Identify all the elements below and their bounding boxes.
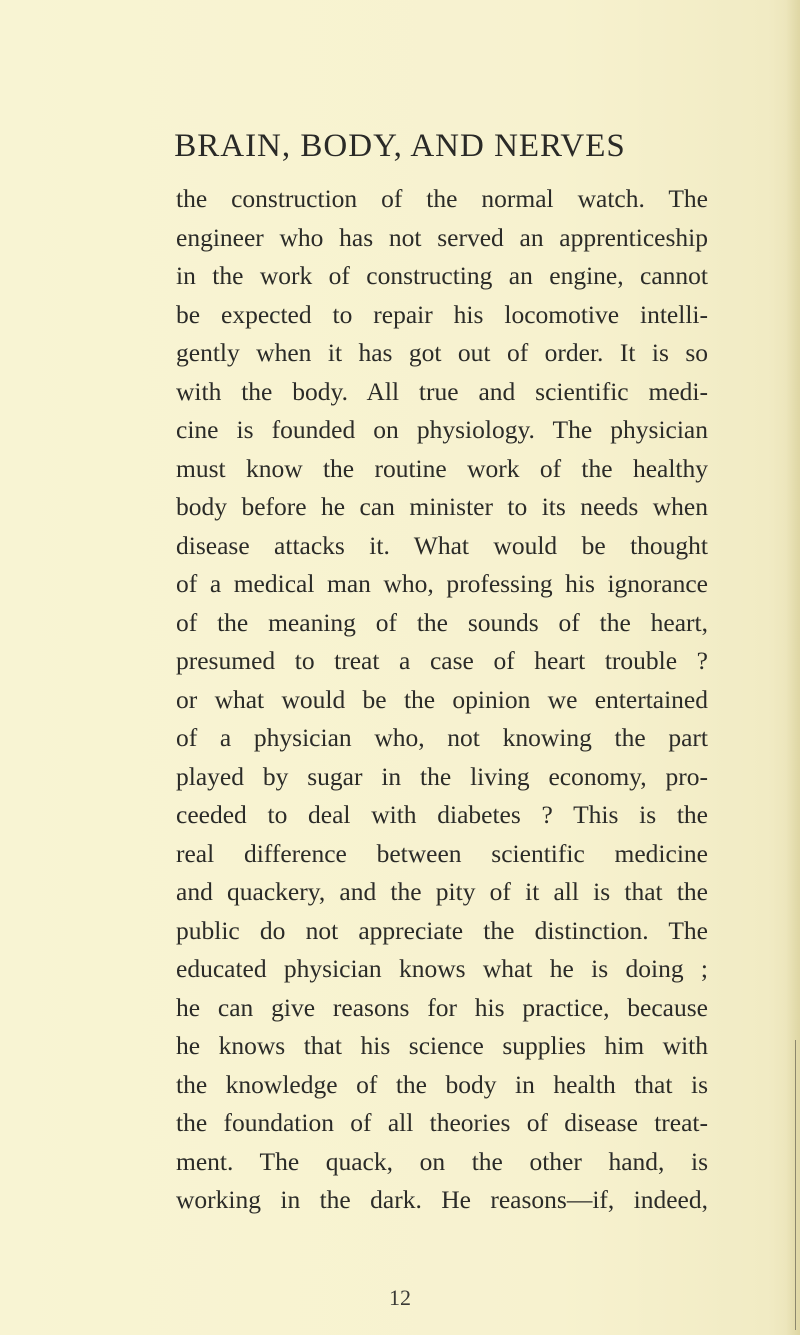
text-line: educated physician knows what he is doing ;: [176, 954, 708, 983]
running-head: BRAIN, BODY, AND NERVES: [174, 128, 626, 164]
text-line: the construction of the normal watch. The: [176, 184, 708, 213]
text-line: with the body. All true and scientific medi-: [176, 376, 708, 406]
body-text: [176, 180, 708, 1220]
text-line: of the meaning of the sounds of the heart,: [176, 607, 708, 637]
page-number: 12: [389, 1285, 411, 1310]
text-line: disease attacks it. What would be thought: [176, 530, 708, 560]
text-line: the knowledge of the body in health that is: [176, 1069, 708, 1099]
text-line: presumed to treat a case of heart trouble ?: [176, 646, 708, 675]
text-line: be expected to repair his locomotive intelli-: [176, 299, 708, 329]
text-line: ceeded to deal with diabetes ? This is the: [176, 800, 708, 829]
text-line: real difference between scientific medicine: [176, 838, 708, 868]
text-line: he knows that his science supplies him with: [176, 1031, 708, 1060]
text-line: and quackery, and the pity of it all is that the: [176, 877, 708, 906]
text-line: ment. The quack, on the other hand, is: [176, 1146, 708, 1176]
text-line: working in the dark. He reasons—if, indeed,: [176, 1185, 708, 1214]
text-line: must know the routine work of the healthy: [176, 453, 708, 483]
text-line: the foundation of all theories of disease treat-: [176, 1108, 708, 1137]
text-line: played by sugar in the living economy, pro-: [176, 761, 708, 791]
text-line: in the work of constructing an engine, cannot: [176, 261, 708, 290]
text-line: of a physician who, not knowing the part: [176, 723, 708, 752]
text-line: engineer who has not served an apprenticeship: [176, 222, 708, 252]
text-line: cine is founded on physiology. The physician: [176, 415, 708, 444]
page-edge-shadow: [786, 0, 800, 1335]
text-line: body before he can minister to its needs when: [176, 492, 708, 521]
text-line: he can give reasons for his practice, because: [176, 992, 708, 1022]
text-line: public do not appreciate the distinction. The: [176, 915, 708, 945]
text-line: of a medical man who, professing his ignorance: [176, 569, 708, 598]
text-line: or what would be the opinion we entertained: [176, 684, 708, 714]
text-line: gently when it has got out of order. It is so: [176, 338, 708, 367]
